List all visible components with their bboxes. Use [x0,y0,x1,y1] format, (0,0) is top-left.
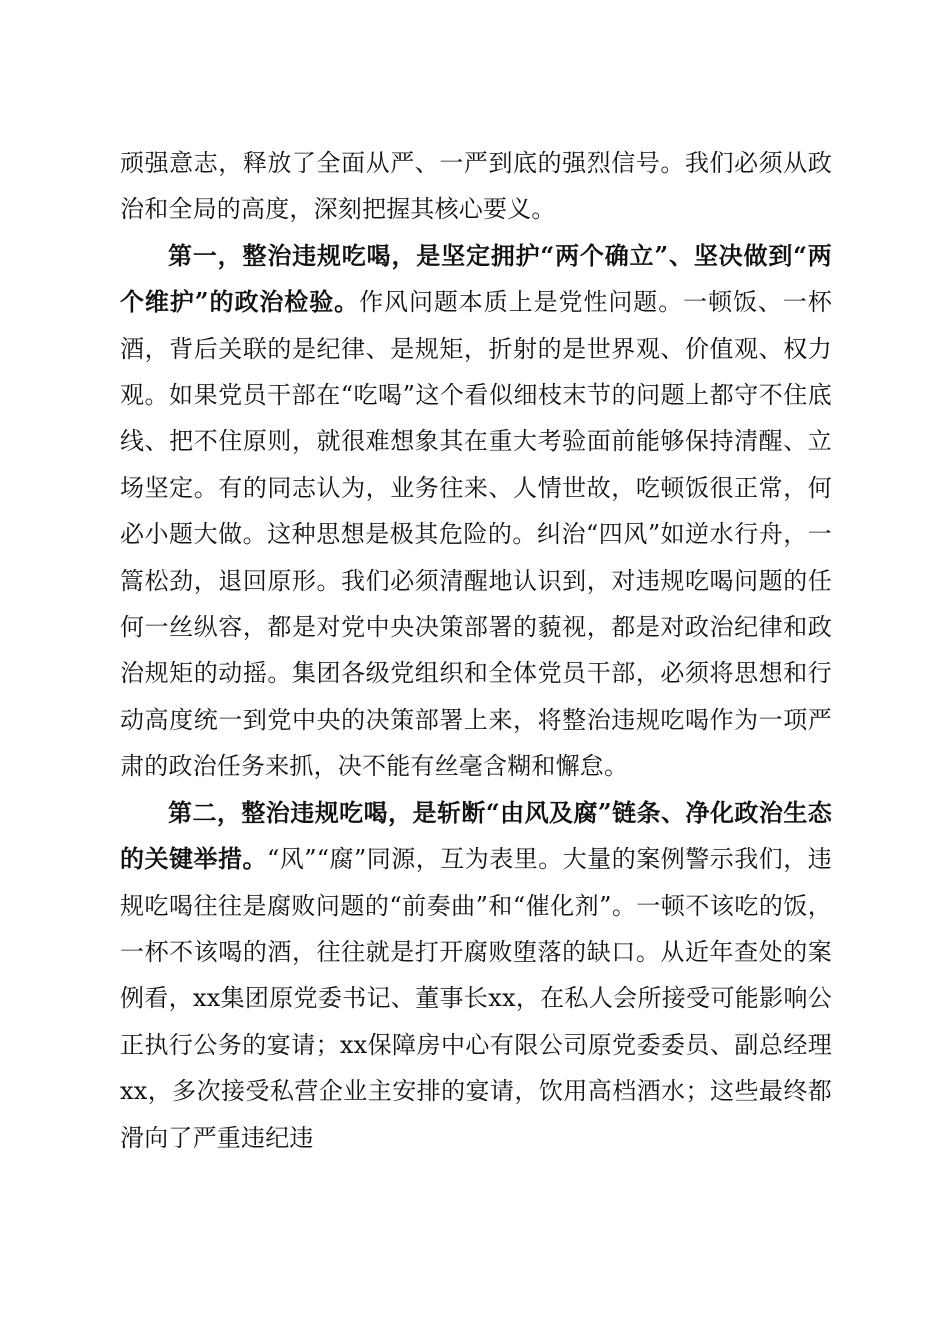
paragraph-lead-sentence: 第一，整治违规吃喝，是坚定拥护“两个确立”、坚决做到“两个维护”的政治检验。 [120,240,832,317]
paragraph-first-point [120,233,832,790]
paragraph-text: 作风问题本质上是党性问题。一顿饭、一杯酒，背后关联的是纪律、是规矩，折射的是世界观、价值观、权力观。如果党员干部在“吃喝”这个看似细枝末节的问题上都守不住底线、把不住原则，就很难想象其在重大考验面前能够保持清醒、立场坚定。有的同志认为，业务往来、人情世故，吃顿饭很正常，何必小题大做。这种思想是极其危险的。纠治“四风”如逆水行舟，一篙松劲，退回原形。我们必须清醒地认识到，对违规吃喝问题的任何一丝纵容，都是对党中央决策部署的藐视，都是对政治纪律和政治规矩的动摇。集团各级党组织和全体党员干部，必须将思想和行动高度统一到党中央的决策部署上来，将整治违规吃喝作为一项严肃的政治任务来抓，决不能有丝毫含糊和懈怠。 [120,288,832,781]
document-body [120,140,832,1161]
paragraph-lead-sentence: 第二，整治违规吃喝，是斩断“由风及腐”链条、净化政治生态的关键举措。 [120,797,832,874]
paragraph-text: “风”“腐”同源，互为表里。大量的案例警示我们，违规吃喝往往是腐败问题的“前奏曲”和“催化剂”。一顿不该吃的饭，一杯不该喝的酒，往往就是打开腐败堕落的缺口。从近年查处的案例看，xx集团原党委书记、董事长xx，在私人会所接受可能影响公正执行公务的宴请；xx保障房中心有限公司原党委委员、副总经理xx，多次接受私营企业主安排的宴请，饮用高档酒水；这些最终都滑向了严重违纪违 [120,845,833,1152]
paragraph-second-point [120,790,832,1161]
paragraph-continuation [120,140,832,233]
paragraph-text: 顽强意志，释放了全面从严、一严到底的强烈信号。我们必须从政治和全局的高度，深刻把握其核心要义。 [120,149,832,224]
